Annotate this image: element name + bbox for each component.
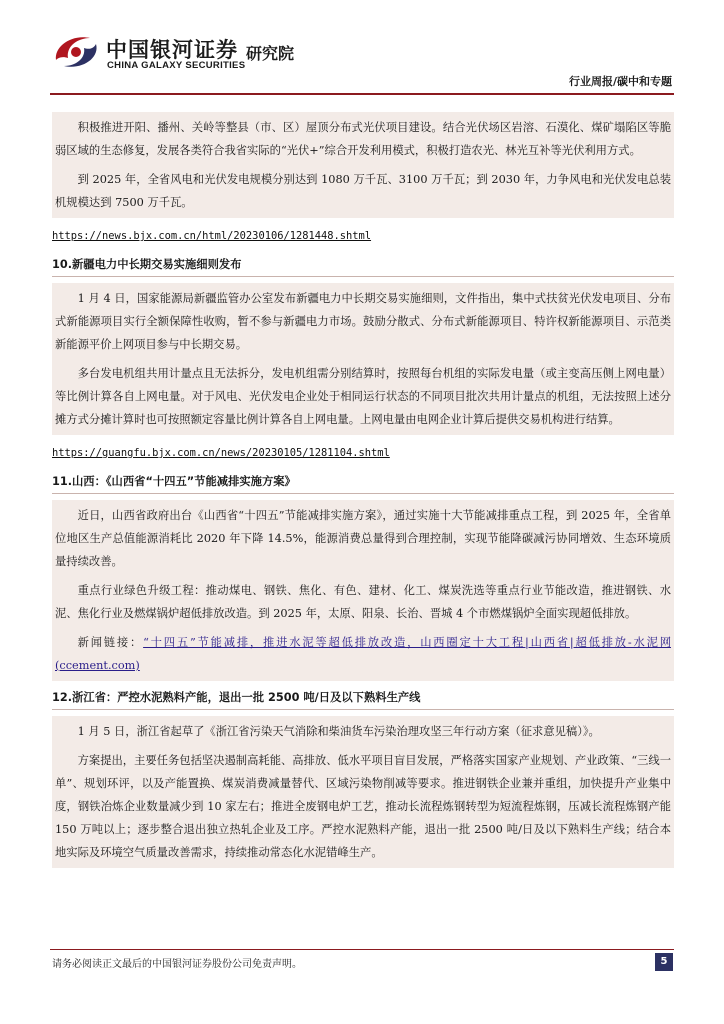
report-type: 行业周报/碳中和专题 — [568, 75, 672, 88]
page-number: 5 — [655, 953, 673, 971]
main-content — [52, 112, 674, 876]
section-12-block — [52, 716, 674, 868]
news-link[interactable]: “十四五”节能减排，推进水泥等超低排放改造，山西圈定十大工程|山西省|超低排放-水泥网 (ccement.com) — [55, 636, 671, 672]
section-10-title: 10.新疆电力中长期交易实施细则发布 — [52, 256, 674, 277]
section-10-paragraph-2: 多台发电机组共用计量点且无法拆分，发电机组需分别结算时，按照每台机组的实际发电量（或主变高压侧上网电量）等比例计算各自上网电量。对于风电、光伏发电企业处于相同运行状态的不同项目批次共用计量点的机组，无法按照上述分摊方式分摊计算时也可按照额定容量比例计算各自上网电量。上网电量由电网企业计算后提供交易机构进行结算。 — [55, 367, 671, 426]
intro-paragraph-2: 到 2025 年，全省风电和光伏发电规模分别达到 1080 万千瓦、3100 万千瓦；到 2030 年，力争风电和光伏发电总装机规模达到 7500 万千瓦。 — [55, 173, 671, 209]
disclaimer: 请务必阅读正文最后的中国银河证券股份公司免责声明。 — [52, 959, 302, 970]
page-header — [0, 0, 724, 96]
intro-block — [52, 112, 674, 218]
brand-name-cn: 中国银河证券 — [106, 38, 238, 62]
section-11-title: 11.山西：《山西省“十四五”节能减排实施方案》 — [52, 473, 674, 494]
section-11-block — [52, 500, 674, 681]
section-11-paragraph-1: 近日，山西省政府出台《山西省“十四五”节能减排实施方案》，通过实施十大节能减排重点工程，到 2025 年，全省单位地区生产总值能源消耗比 2020 年下降 14.5%，能源消费总量得到合理控制，实现节能降碳减污协同增效、生态环境质量持续改善。 — [55, 509, 671, 568]
section-10-paragraph-1: 1 月 4 日，国家能源局新疆监管办公室发布新疆电力中长期交易实施细则，文件指出，集中式扶贫光伏发电项目、分布式新能源项目实行全额保障性收购，暂不参与新疆电力市场。鼓励分散式、分布式新能源项目、特许权新能源项目、示范类新能源平价上网项目参与中长期交易。 — [55, 292, 671, 351]
brand-institute: 研究院 — [246, 44, 295, 63]
intro-paragraph-1: 积极推进开阳、播州、关岭等整县（市、区）屋顶分布式光伏项目建设。结合光伏场区岩溶、石漠化、煤矿塌陷区等脆弱区域的生态修复，发展各类符合我省实际的“光伏+”综合开发利用模式，积极打造农光、林光互补等光伏利用方式。 — [55, 121, 671, 157]
section-12-title: 12.浙江省：严控水泥熟料产能，退出一批 2500 吨/日及以下熟料生产线 — [52, 689, 674, 710]
brand-name-en: CHINA GALAXY SECURITIES — [107, 60, 246, 71]
section-12-paragraph-1: 1 月 5 日，浙江省起草了《浙江省污染天气消除和柴油货车污染治理攻坚三年行动方案（征求意见稿）》。 — [77, 725, 600, 738]
section-11-news — [52, 631, 674, 677]
header-divider — [50, 93, 674, 95]
section-11-paragraph-2: 重点行业绿色升级工程：推动煤电、钢铁、焦化、有色、建材、化工、煤炭洗选等重点行业节能改造，推进钢铁、水泥、焦化行业及燃煤锅炉超低排放改造。到 2025 年，太原、阳泉、长治、晋城 4 个市燃煤锅炉全面实现超低排放。 — [55, 584, 671, 620]
section-12-paragraph-2: 方案提出，主要任务包括坚决遏制高耗能、高排放、低水平项目盲目发展，严格落实国家产业规划、产业政策、“三线一单”、规划环评，以及产能置换、煤炭消费减量替代、区域污染物削减等要求。推进钢铁企业兼并重组，加快提升产业集中度，钢铁冶炼企业数量减少到 10 家左右；推进全废钢电炉工艺，推动长流程炼钢转型为短流程炼钢，压减长流程炼钢产能 150 万吨以上；逐步整合退出独立热轧企业及工序。严控水泥熟料产能，退出一批 2500 吨/日及以下熟料生产线；结合本地实际及环境空气质量改善需求，持续推动常态化水泥错峰生产。 — [55, 754, 671, 859]
news-link-prefix: 新闻链接： — [77, 636, 144, 649]
galaxy-logo-icon — [50, 30, 102, 74]
section-10-block — [52, 283, 674, 435]
section-10-source-link[interactable]: https://guangfu.bjx.com.cn/news/20230105/1281104.shtml — [52, 447, 390, 459]
intro-source-link[interactable]: https://news.bjx.com.cn/html/20230106/1281448.shtml — [52, 230, 372, 242]
footer-divider — [50, 949, 674, 950]
